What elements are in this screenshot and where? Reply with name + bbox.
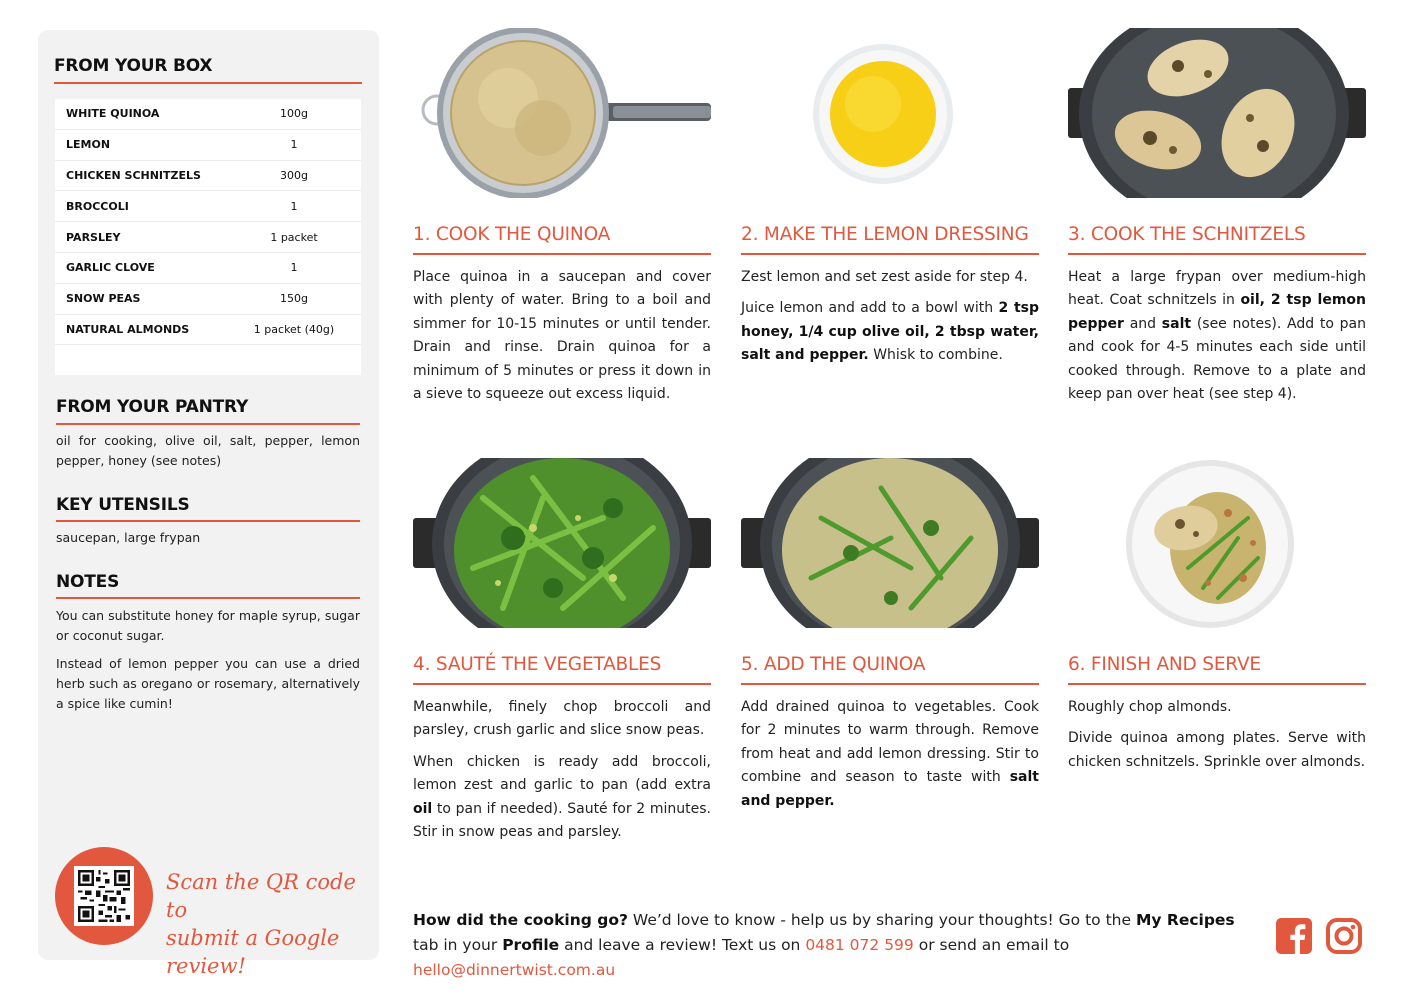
ingredient-name: SNOW PEAS [66, 292, 141, 306]
footer-link[interactable]: 0481 072 599 [805, 936, 914, 954]
ingredient-row [55, 284, 361, 315]
step-paragraph [741, 297, 1039, 367]
step-3-photo [1068, 28, 1366, 198]
step-text: Roughly chop almonds. [1068, 699, 1232, 715]
step-text: oil, 2 tsp lemon pepper [1068, 292, 1366, 332]
ingredient-row [55, 130, 361, 161]
step-1-body [413, 266, 711, 414]
ingredient-quantity: 1 [290, 138, 298, 152]
divider [56, 423, 360, 425]
step-text: Zest lemon and set zest aside for step 4. [741, 269, 1028, 285]
step-4-photo [413, 458, 711, 628]
step-paragraph [413, 696, 711, 743]
ingredient-name: BROCCOLI [66, 199, 129, 213]
ingredients-table [55, 99, 361, 375]
ingredient-row [55, 191, 361, 222]
step-5-photo [741, 458, 1039, 628]
qr-code-icon[interactable] [74, 866, 134, 926]
divider [56, 597, 360, 599]
qr-badge[interactable] [55, 847, 153, 945]
step-3-title: 3. COOK THE SCHNITZELS [1068, 224, 1306, 245]
ingredient-row [55, 222, 361, 253]
step-1-title: 1. COOK THE QUINOA [413, 224, 611, 245]
step-text: Add drained quinoa to vegetables. Cook for 2 minutes to warm through. Remove from heat and add lemon dressing. Stir to combine and season to taste with [741, 699, 1039, 786]
step-text: Place quinoa in a saucepan and cover with plenty of water. Bring to a boil and simmer for 10-15 minutes or until tender. Drain and rinse. Drain quinoa for a minimum of 5 minutes or press it down in a sieve to squeeze out excess liquid. [413, 269, 711, 403]
ingredient-row [55, 253, 361, 284]
step-text: 2 tsp honey, 1/4 cup olive oil, 2 tbsp water, salt and pepper. [741, 300, 1040, 364]
footer-text: How did the cooking go? [413, 911, 628, 929]
qr-instruction [166, 868, 366, 980]
step-paragraph [741, 266, 1039, 289]
step-text: Juice lemon and add to a bowl with [741, 300, 999, 317]
from-your-box-title: FROM YOUR BOX [54, 56, 213, 76]
divider [413, 253, 711, 255]
step-6-photo [1068, 458, 1366, 628]
divider [56, 520, 360, 522]
step-paragraph [1068, 696, 1366, 719]
step-5-title: 5. ADD THE QUINOA [741, 654, 926, 675]
note-2: Instead of lemon pepper you can use a dried herb such as oregano or rosemary, alternatively a spice like cumin! [56, 656, 360, 711]
review-prompt [413, 908, 1263, 983]
step-text: oil [413, 800, 433, 817]
footer-text: or send an email to [913, 936, 1070, 954]
step-paragraph [413, 266, 711, 406]
divider [741, 253, 1039, 255]
ingredient-quantity: 100g [280, 107, 308, 121]
ingredient-name: WHITE QUINOA [66, 107, 160, 121]
ingredient-name: PARSLEY [66, 230, 121, 244]
step-text: salt and pepper. [741, 769, 1039, 809]
ingredient-quantity: 150g [280, 292, 308, 306]
footer-text: We’d love to know - help us by sharing your thoughts! Go to the [627, 911, 1136, 929]
divider [54, 82, 362, 84]
footer-text: and leave a review! Text us on [559, 936, 806, 954]
step-paragraph [1068, 266, 1366, 406]
step-2-body [741, 266, 1039, 376]
divider [1068, 253, 1366, 255]
instagram-icon[interactable] [1325, 917, 1363, 955]
ingredient-row [55, 315, 361, 346]
ingredient-name: LEMON [66, 138, 111, 152]
step-6-body [1068, 696, 1366, 782]
note-1: You can substitute honey for maple syrup, sugar or coconut sugar. [56, 608, 360, 643]
ingredient-quantity: 1 [290, 261, 298, 275]
footer-link[interactable]: hello@dinnertwist.com.au [413, 961, 616, 979]
notes-title: NOTES [56, 572, 120, 592]
step-text: Whisk to combine. [868, 347, 1003, 364]
step-text: Heat a large frypan over medium-high heat. Coat schnitzels in [1068, 269, 1366, 309]
sidebar [38, 30, 379, 978]
step-text: to pan if needed). Sauté for 2 minutes. Stir in snow peas and parsley. [413, 800, 711, 841]
step-paragraph [1068, 727, 1366, 774]
step-text: salt [1161, 315, 1192, 332]
pantry-text: oil for cooking, olive oil, salt, pepper, lemon pepper, honey (see notes) [56, 433, 360, 468]
step-paragraph [413, 751, 711, 845]
key-utensils-title: KEY UTENSILS [56, 495, 190, 515]
step-text: (see notes). Add to pan and cook for 4-5 minutes each side until cooked through. Remove to a plate and keep pan over heat (see step 4). [1068, 315, 1366, 403]
step-paragraph [741, 696, 1039, 813]
step-6-title: 6. FINISH AND SERVE [1068, 654, 1261, 675]
ingredient-quantity: 1 packet [270, 230, 318, 244]
step-text: Divide quinoa among plates. Serve with chicken schnitzels. Sprinkle over almonds. [1068, 730, 1366, 770]
step-2-title: 2. MAKE THE LEMON DRESSING [741, 224, 1029, 245]
footer-text: tab in your [413, 936, 503, 954]
step-4-title: 4. SAUTÉ THE VEGETABLES [413, 654, 662, 675]
step-4-body [413, 696, 711, 852]
step-1-photo [413, 28, 711, 198]
step-5-body [741, 696, 1039, 821]
utensils-text: saucepan, large frypan [56, 530, 201, 545]
step-text: When chicken is ready add broccoli, lemon zest and garlic to pan (add extra [413, 753, 711, 794]
ingredient-quantity: 1 [290, 199, 298, 213]
step-text: and [1123, 315, 1162, 332]
divider [1068, 683, 1366, 685]
footer-text: Profile [502, 936, 560, 954]
qr-instruction-line-1: Scan the QR code to [166, 870, 356, 922]
facebook-icon[interactable] [1275, 917, 1313, 955]
ingredient-quantity: 1 packet (40g) [253, 322, 335, 336]
step-text: Meanwhile, finely chop broccoli and parsley, crush garlic and slice snow peas. [413, 699, 711, 739]
footer-text: My Recipes [1135, 911, 1235, 929]
ingredient-name: CHICKEN SCHNITZELS [66, 168, 201, 182]
from-your-pantry-title: FROM YOUR PANTRY [56, 397, 249, 417]
step-3-body [1068, 266, 1366, 414]
divider [741, 683, 1039, 685]
ingredient-row [55, 99, 361, 130]
qr-instruction-line-2: submit a Google review! [166, 926, 340, 978]
ingredient-row [55, 161, 361, 192]
step-2-photo [741, 28, 1039, 198]
divider [413, 683, 711, 685]
ingredient-quantity: 300g [280, 168, 308, 182]
ingredient-name: NATURAL ALMONDS [66, 322, 190, 336]
ingredient-name: GARLIC CLOVE [66, 261, 155, 275]
